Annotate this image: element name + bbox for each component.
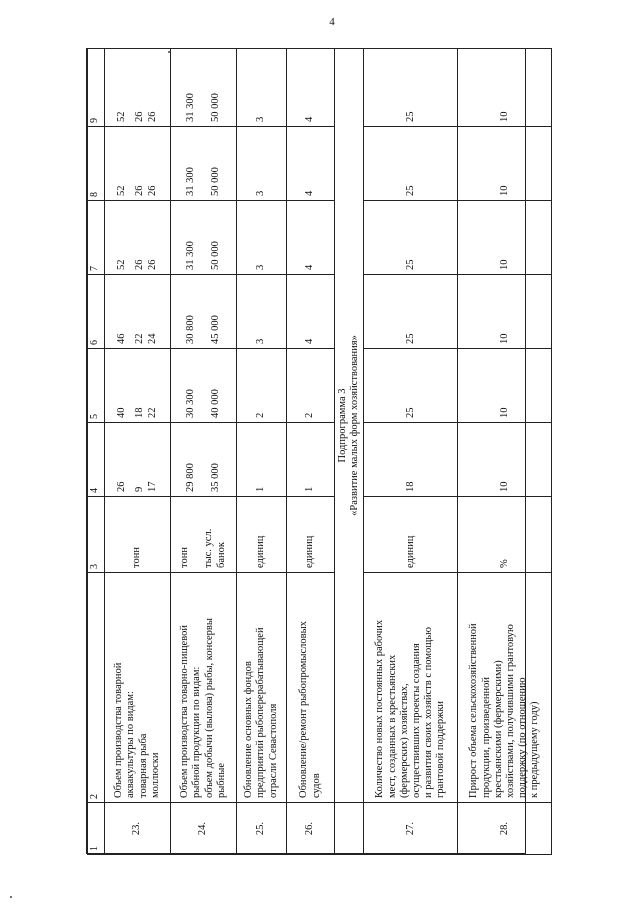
value-cell: 2 xyxy=(287,349,335,423)
value-cell: 52 26 26 xyxy=(105,49,171,127)
column-number: 8 xyxy=(88,127,105,201)
row-number: 26. xyxy=(287,803,335,855)
indicator-name: Количество новых постоянных рабочих мест, созданных в крестьянских (фермерских) хозяйствах, осуществивших проекты создания и развития своих хозяйств с помощью грантовой поддержки xyxy=(364,573,458,803)
unit: единиц xyxy=(287,497,335,573)
value-cell: 10 xyxy=(458,201,552,275)
row-number: 25. xyxy=(237,803,287,855)
unit: единиц xyxy=(364,497,458,573)
subprogram-title: Подпрограмма 3 xyxy=(337,388,348,463)
value-cell: 10 xyxy=(458,49,552,127)
scan-speck xyxy=(10,896,12,898)
unit: тонн xyxy=(105,497,171,573)
value-cell: 31 300 50 000 xyxy=(171,127,237,201)
value-cell: 46 22 24 xyxy=(105,275,171,349)
column-number: 3 xyxy=(88,497,105,573)
table-row xyxy=(237,49,287,855)
value-cell: 31 300 50 000 xyxy=(171,49,237,127)
table-row xyxy=(105,49,171,855)
value-cell: 25 xyxy=(364,49,458,127)
table-row xyxy=(364,49,458,855)
indicator-name: Обновление/ремонт рыбопромысловых судов xyxy=(287,573,335,803)
row-number: 23. xyxy=(105,803,171,855)
column-number: 9 xyxy=(88,49,105,127)
column-number: 2 xyxy=(88,573,105,803)
indicators-table-frame xyxy=(86,48,540,854)
column-number: 6 xyxy=(88,275,105,349)
indicator-name: Прирост объема сельскохозяйственной продукции, произведенной крестьянскими (фермерскими) хозяйствами, получившими грантовую поддержку (по отношению к предыдущему году) xyxy=(458,573,552,803)
row-number: 24. xyxy=(171,803,237,855)
row-number: 28. xyxy=(458,803,552,855)
table-row xyxy=(171,49,237,855)
value-cell: 52 26 26 xyxy=(105,201,171,275)
indicator-name: Объем производства товарной аквакультуры по видам: товарная рыба моллюски xyxy=(105,573,171,803)
value-cell: 29 800 35 000 xyxy=(171,423,237,497)
empty-cell xyxy=(335,803,364,855)
value-cell: 18 xyxy=(364,423,458,497)
value-cell: 3 xyxy=(237,127,287,201)
value-cell: 3 xyxy=(237,275,287,349)
value-cell: 31 300 50 000 xyxy=(171,201,237,275)
value-cell: 3 xyxy=(237,49,287,127)
value-cell: 25 xyxy=(364,275,458,349)
table-row xyxy=(458,49,552,855)
column-number: 7 xyxy=(88,201,105,275)
value-cell: 25 xyxy=(364,127,458,201)
column-number: 5 xyxy=(88,349,105,423)
value-cell: 25 xyxy=(364,201,458,275)
subprogram-heading xyxy=(335,49,364,803)
value-cell: 3 xyxy=(237,201,287,275)
value-cell: 4 xyxy=(287,275,335,349)
value-cell: 4 xyxy=(287,127,335,201)
row-number: 27. xyxy=(364,803,458,855)
table-row xyxy=(287,49,335,855)
page-number: 4 xyxy=(329,16,335,28)
value-cell: 1 xyxy=(237,423,287,497)
column-number: 4 xyxy=(88,423,105,497)
value-cell: 10 xyxy=(458,349,552,423)
value-cell: 10 xyxy=(458,423,552,497)
subprogram-name: «Развитие малых форм хозяйствования» xyxy=(349,335,361,516)
rotated-table-canvas xyxy=(87,49,540,855)
unit: тонн тыс. усл. банок xyxy=(171,497,237,573)
value-cell: 1 xyxy=(287,423,335,497)
column-number-row xyxy=(88,49,105,855)
value-cell: 25 xyxy=(364,349,458,423)
value-cell: 52 26 26 xyxy=(105,127,171,201)
subprogram-heading-row xyxy=(335,49,364,855)
value-cell: 2 xyxy=(237,349,287,423)
indicator-name: Обновление основных фондов предприятий рыбоперерабатывающей отрасли Севастополя xyxy=(237,573,287,803)
column-number: 1 xyxy=(88,803,105,855)
indicators-table xyxy=(87,48,552,855)
value-cell: 40 18 22 xyxy=(105,349,171,423)
value-cell: 4 xyxy=(287,201,335,275)
value-cell: 30 300 40 000 xyxy=(171,349,237,423)
value-cell: 10 xyxy=(458,275,552,349)
unit: единиц xyxy=(237,497,287,573)
value-cell: 4 xyxy=(287,49,335,127)
value-cell: 10 xyxy=(458,127,552,201)
value-cell: 30 800 45 000 xyxy=(171,275,237,349)
value-cell: 26 9 17 xyxy=(105,423,171,497)
unit: % xyxy=(458,497,552,573)
indicator-name: Объем производства товарно-пищевой рыбной продукции по видам: объем добычи (вылова) рыбы, консервы рыбные xyxy=(171,573,237,803)
